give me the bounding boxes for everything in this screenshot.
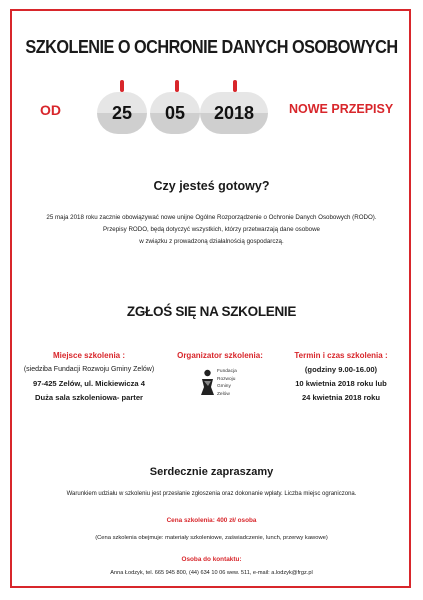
price-line: [0, 517, 423, 524]
foundation-logo-text: Fundacja Rozwoju Gminy Zelów: [217, 369, 237, 397]
calendar-pin: [120, 80, 124, 92]
day-calendar-disc: [97, 92, 147, 134]
question-heading: Czy jesteś gotowy?: [153, 179, 270, 193]
condition-text: Warunkiem udziału w szkoleniu jest przesłanie zgłoszenia oraz dokonanie wpłaty. Liczba miejsc ograniczona.: [66, 491, 357, 497]
foundation-logo: [199, 367, 244, 401]
year-calendar-disc: [200, 92, 268, 134]
place-line: (siedziba Fundacji Rozwoju Gminy Zelów): [23, 366, 155, 373]
time-heading: Termin i czas szkolenia :: [294, 351, 388, 360]
organizer-heading: Organizator szkolenia:: [177, 351, 263, 360]
page-title: SZKOLENIE O OCHRONIE DANYCH OSOBOWYCH: [25, 36, 398, 57]
signup-heading: ZGŁOŚ SIĘ NA SZKOLENIE: [126, 304, 297, 319]
intro-line: 25 maja 2018 roku zacznie obowiązywać nowe unijne Ogólne Rozporządzenie o Ochronie Danych Osobowych (RODO).: [46, 214, 377, 221]
intro-line: w związku z prowadzoną działalnością gospodarczą.: [139, 238, 284, 245]
price-note: (Cena szkolenia obejmuje: materiały szkoleniowe, zaświadczenie, lunch, przerwy kawowe): [95, 535, 328, 541]
date-day: 25: [111, 103, 133, 123]
month-calendar-disc: [150, 92, 200, 134]
intro-paragraph: [20, 212, 403, 248]
place-heading: Miejsce szkolenia :: [52, 351, 126, 360]
price-value: 400 zł/ osoba: [216, 517, 257, 524]
place-line: 97-425 Zelów, ul. Mickiewicza 4: [33, 379, 145, 388]
date-prefix: OD: [40, 102, 61, 118]
calendar-pin: [175, 80, 179, 92]
price-label: Cena szkolenia:: [166, 517, 215, 524]
calendar-pin: [233, 80, 237, 92]
time-line: 24 kwietnia 2018 roku: [301, 393, 381, 402]
intro-line: Przepisy RODO, będą dotyczyć wszystkich, którzy przetwarzają dane osobowe: [103, 226, 320, 233]
contact-details: Anna Łodzyk, tel. 665 945 800, (44) 634 10 06 wew. 511, e-mail: a.lodzyk@frgz.pl: [110, 570, 313, 576]
closing-heading: Serdecznie zapraszamy: [149, 466, 274, 478]
place-line: Duża sala szkoleniowa- parter: [34, 393, 144, 402]
time-line: (godziny 9.00-16.00): [304, 365, 378, 374]
date-year: 2018: [213, 103, 255, 123]
place-section: [14, 349, 164, 405]
date-month: 05: [164, 103, 186, 123]
time-section: [276, 349, 406, 405]
organizer-section: [168, 349, 272, 363]
time-line: 10 kwietnia 2018 roku lub: [295, 379, 387, 388]
foundation-logo-icon: [199, 367, 216, 397]
date-suffix: NOWE PRZEPISY: [289, 102, 394, 116]
contact-heading: Osoba do kontaktu:: [181, 556, 242, 563]
